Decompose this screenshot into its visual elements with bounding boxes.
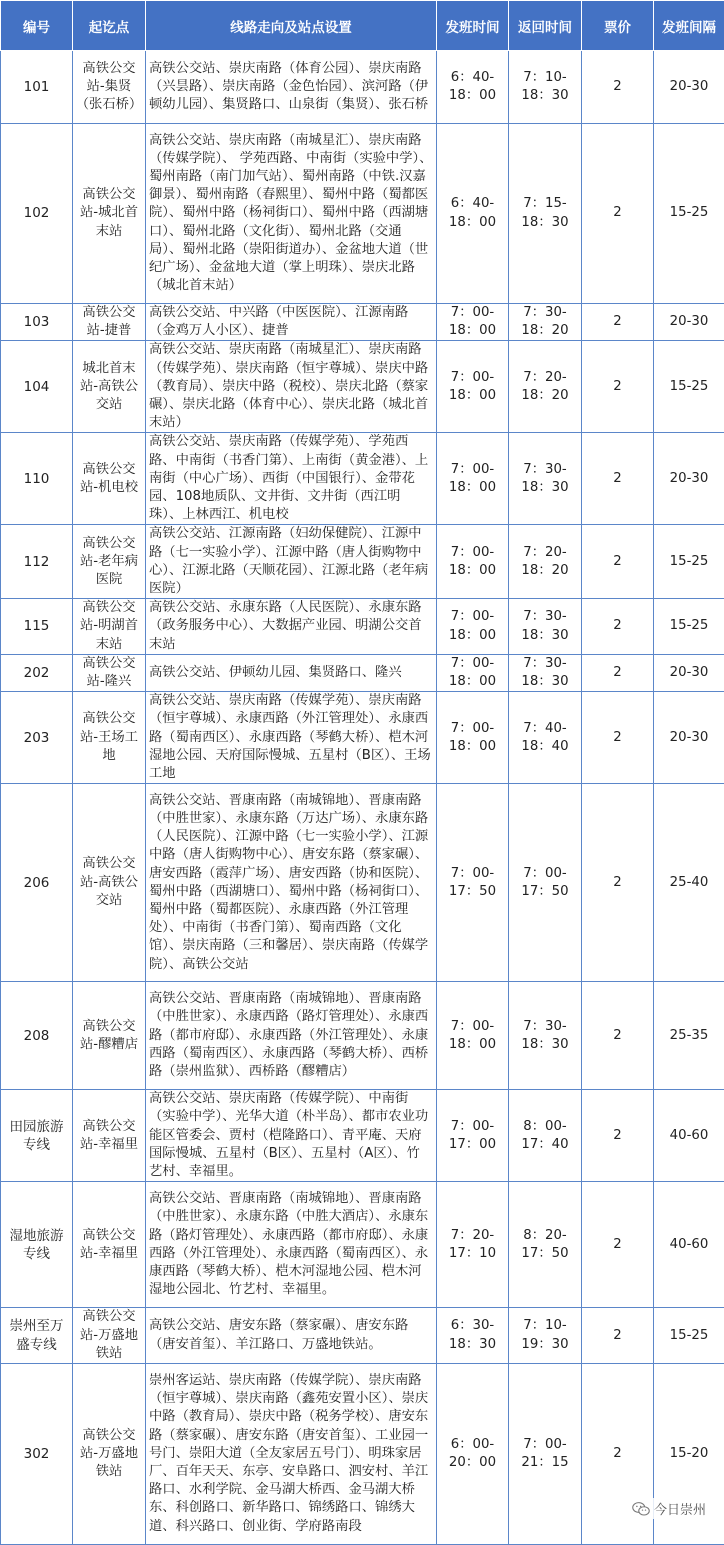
departure-time: 7：00-18：00 <box>437 304 509 341</box>
route-stops: 高铁公交站、江源南路（妇幼保健院）、江源中路（七一实验小学）、江源中路（唐人街购物中心）、江源北路（天顺花园）、江源北路（老年病医院） <box>146 525 437 599</box>
route-stops: 高铁公交站、永康东路（人民医院）、永康东路（政务服务中心）、大数据产业园、明湖公交首末站 <box>146 599 437 655</box>
table-row <box>1 784 724 982</box>
fare: 2 <box>582 982 654 1090</box>
table-row <box>1 124 724 304</box>
route-code: 104 <box>1 341 73 433</box>
departure-time: 7：00-18：00 <box>437 599 509 655</box>
route-code: 206 <box>1 784 73 982</box>
interval: 40-60 <box>654 1090 724 1182</box>
route-code: 208 <box>1 982 73 1090</box>
route-endpoints: 高铁公交站-万盛地铁站 <box>73 1308 146 1364</box>
fare: 2 <box>582 304 654 341</box>
fare: 2 <box>582 654 654 691</box>
route-stops: 高铁公交站、崇庆南路（南城星汇）、崇庆南路（传媒学院）、 学苑西路、中南街（实验中学）、蜀州南路（南门加气站）、蜀州南路（中铁.汉嘉御景）、蜀州南路（春熙里）、蜀州中路（蜀都医院）、蜀州中路（杨祠街口）、蜀州中路（西湖塘口）、蜀州北路（文化街）、蜀州北路（交通局）、蜀州北路（崇阳街道办）、金盆地大道（世纪广场）、金盆地大道（掌上明珠）、崇庆北路（城北首末站） <box>146 124 437 304</box>
route-code: 田园旅游专线 <box>1 1090 73 1182</box>
header-fare: 票价 <box>582 1 654 51</box>
interval: 15-20 <box>654 1363 724 1544</box>
departure-time: 7：00-18：00 <box>437 692 509 784</box>
fare: 2 <box>582 433 654 525</box>
watermark-text: 今日崇州 <box>654 1499 706 1518</box>
departure-time: 7：00-18：00 <box>437 525 509 599</box>
fare: 2 <box>582 1090 654 1182</box>
return-time: 7：30-18：30 <box>509 654 582 691</box>
route-code: 202 <box>1 654 73 691</box>
departure-time: 6：00-20：00 <box>437 1363 509 1544</box>
interval: 20-30 <box>654 51 724 124</box>
interval: 25-35 <box>654 982 724 1090</box>
return-time: 7：10-18：30 <box>509 51 582 124</box>
route-stops: 高铁公交站、崇庆南路（传媒学院）、中南街（实验中学）、光华大道（朴半岛）、都市农业功能区管委会、贾村（桤隆路口）、青平庵、天府国际慢城、五星村（B区）、五星村（A区）、竹艺村、幸福里。 <box>146 1090 437 1182</box>
interval: 20-30 <box>654 692 724 784</box>
return-time: 7：00-17：50 <box>509 784 582 982</box>
header-endpoints: 起讫点 <box>73 1 146 51</box>
return-time: 7：30-18：30 <box>509 599 582 655</box>
interval: 15-25 <box>654 525 724 599</box>
interval: 15-25 <box>654 599 724 655</box>
return-time: 7：10-19：30 <box>509 1308 582 1364</box>
route-code: 302 <box>1 1363 73 1544</box>
route-stops: 高铁公交站、崇庆南路（南城星汇）、崇庆南路（传媒学苑）、崇庆南路（恒宇尊城）、崇庆中路（教育局）、崇庆中路（税校）、崇庆北路（蔡家碾）、崇庆北路（体育中心）、崇庆北路（城北首末站） <box>146 341 437 433</box>
return-time: 7：30-18：20 <box>509 304 582 341</box>
return-time: 7：30-18：30 <box>509 982 582 1090</box>
route-code: 103 <box>1 304 73 341</box>
route-stops: 高铁公交站、晋康南路（南城锦地）、晋康南路（中胜世家）、永康东路（万达广场）、永康东路（人民医院）、江源中路（七一实验小学）、江源中路（唐人街购物中心）、唐安东路（蔡家碾）、唐安西路（霞萍广场）、唐安西路（协和医院）、蜀州中路（西湖塘口）、蜀州中路（杨祠街口）、蜀州中路（蜀都医院）、永康西路（外江管理处）、中南街（书香门第）、蜀南西路（文化馆）、崇庆南路（三和馨居）、崇庆南路（传媒学院）、高铁公交站 <box>146 784 437 982</box>
departure-time: 6：40-18：00 <box>437 124 509 304</box>
fare: 2 <box>582 341 654 433</box>
return-time: 7：40-18：40 <box>509 692 582 784</box>
route-endpoints: 高铁公交站-老年病医院 <box>73 525 146 599</box>
departure-time: 7：00-18：00 <box>437 982 509 1090</box>
route-endpoints: 高铁公交站-明湖首末站 <box>73 599 146 655</box>
interval: 20-30 <box>654 304 724 341</box>
route-stops: 高铁公交站、晋康南路（南城锦地）、晋康南路（中胜世家）、永康西路（路灯管理处）、永康西路（都市府邸）、永康西路（外江管理处）、永康西路（蜀南西区）、永康西路（琴鹤大桥）、西桥路（崇州监狱）、西桥路（醪糟店） <box>146 982 437 1090</box>
departure-time: 7：20-17：10 <box>437 1182 509 1308</box>
table-row <box>1 525 724 599</box>
fare: 2 <box>582 599 654 655</box>
route-stops: 高铁公交站、崇庆南路（传媒学苑）、崇庆南路（恒宇尊城）、永康西路（外江管理处）、永康西路（蜀南西区）、永康西路（琴鹤大桥）、桤木河湿地公园、天府国际慢城、五星村（B区）、王场工地 <box>146 692 437 784</box>
route-stops: 高铁公交站、中兴路（中医医院）、江源南路（金鸡万人小区）、捷普 <box>146 304 437 341</box>
route-endpoints: 高铁公交站-幸福里 <box>73 1182 146 1308</box>
route-code: 101 <box>1 51 73 124</box>
table-row <box>1 341 724 433</box>
route-stops: 高铁公交站、唐安东路（蔡家碾）、唐安东路（唐安首玺）、羊江路口、万盛地铁站。 <box>146 1308 437 1364</box>
return-time: 7：20-18：20 <box>509 525 582 599</box>
route-stops: 高铁公交站、伊顿幼儿园、集贤路口、隆兴 <box>146 654 437 691</box>
route-endpoints: 高铁公交站-万盛地铁站 <box>73 1363 146 1544</box>
route-endpoints: 高铁公交站-捷普 <box>73 304 146 341</box>
return-time: 7：30-18：30 <box>509 433 582 525</box>
route-code: 湿地旅游专线 <box>1 1182 73 1308</box>
interval: 20-30 <box>654 433 724 525</box>
route-code: 112 <box>1 525 73 599</box>
header-route: 线路走向及站点设置 <box>146 1 437 51</box>
departure-time: 6：30-18：30 <box>437 1308 509 1364</box>
return-time: 7：20-18：20 <box>509 341 582 433</box>
interval: 15-25 <box>654 124 724 304</box>
route-endpoints: 高铁公交站-机电校 <box>73 433 146 525</box>
interval: 15-25 <box>654 341 724 433</box>
table-row <box>1 599 724 655</box>
header-code: 编号 <box>1 1 73 51</box>
route-stops: 崇州客运站、崇庆南路（传媒学院）、崇庆南路（恒宇尊城）、崇庆南路（鑫苑安置小区）、崇庆中路（教育局）、崇庆中路（税务学校）、唐安东路（蔡家碾）、唐安东路（唐安首玺）、工业园一号门、崇阳大道（全友家居五号门）、明珠家居厂、百年天天、东亭、安阜路口、泗安村、羊江路口、水利学院、金马湖大桥西、金马湖大桥东、科创路口、新华路口、锦绣路口、锦绣大道、科兴路口、创业街、学府路南段 <box>146 1363 437 1544</box>
table-row <box>1 1308 724 1364</box>
wechat-icon <box>632 1501 650 1517</box>
route-code: 203 <box>1 692 73 784</box>
route-endpoints: 高铁公交站-幸福里 <box>73 1090 146 1182</box>
route-endpoints: 高铁公交站-隆兴 <box>73 654 146 691</box>
return-time: 7：15-18：30 <box>509 124 582 304</box>
departure-time: 6：40-18：00 <box>437 51 509 124</box>
interval: 25-40 <box>654 784 724 982</box>
route-stops: 高铁公交站、崇庆南路（体育公园）、崇庆南路（兴昙路）、崇庆南路（金色怡园）、滨河路（伊顿幼儿园）、集贤路口、山泉街（集贤）、张石桥 <box>146 51 437 124</box>
table-row <box>1 1090 724 1182</box>
fare: 2 <box>582 124 654 304</box>
header-interval: 发班间隔 <box>654 1 724 51</box>
interval: 15-25 <box>654 1308 724 1364</box>
departure-time: 7：00-17：00 <box>437 1090 509 1182</box>
table-row <box>1 433 724 525</box>
fare: 2 <box>582 692 654 784</box>
route-stops: 高铁公交站、晋康南路（南城锦地）、晋康南路（中胜世家）、永康东路（中胜大酒店）、永康东路（路灯管理处）、永康西路（都市府邸）、永康西路（外江管理处）、永康西路（蜀南西区）、永康西路（琴鹤大桥）、桤木河湿地公园、桤木河湿地公园北、竹艺村、幸福里。 <box>146 1182 437 1308</box>
route-code: 102 <box>1 124 73 304</box>
table-row <box>1 51 724 124</box>
return-time: 8：20-17：50 <box>509 1182 582 1308</box>
fare: 2 <box>582 525 654 599</box>
table-header-row <box>1 1 724 51</box>
departure-time: 7：00-18：00 <box>437 341 509 433</box>
return-time: 7：00-21：15 <box>509 1363 582 1544</box>
route-stops: 高铁公交站、崇庆南路（传媒学苑）、学苑西路、中南街（书香门第）、上南街（黄金港）、上南街（中心广场）、西街（中国银行）、金带花园、108地质队、文井街、文井街（西江明珠）、上林西江、机电校 <box>146 433 437 525</box>
route-endpoints: 城北首末站-高铁公交站 <box>73 341 146 433</box>
header-return: 返回时间 <box>509 1 582 51</box>
table-row <box>1 304 724 341</box>
route-endpoints: 高铁公交站-集贤（张石桥） <box>73 51 146 124</box>
return-time: 8：00-17：40 <box>509 1090 582 1182</box>
route-code: 115 <box>1 599 73 655</box>
fare: 2 <box>582 1308 654 1364</box>
departure-time: 7：00-18：00 <box>437 654 509 691</box>
table-row <box>1 654 724 691</box>
table-row <box>1 1182 724 1308</box>
route-endpoints: 高铁公交站-城北首末站 <box>73 124 146 304</box>
interval: 20-30 <box>654 654 724 691</box>
fare: 2 <box>582 784 654 982</box>
route-endpoints: 高铁公交站-王场工地 <box>73 692 146 784</box>
route-endpoints: 高铁公交站-高铁公交站 <box>73 784 146 982</box>
fare: 2 <box>582 1363 654 1544</box>
route-code: 110 <box>1 433 73 525</box>
route-code: 崇州至万盛专线 <box>1 1308 73 1364</box>
route-endpoints: 高铁公交站-醪糟店 <box>73 982 146 1090</box>
table-row <box>1 692 724 784</box>
interval: 40-60 <box>654 1182 724 1308</box>
departure-time: 7：00-18：00 <box>437 433 509 525</box>
header-departure: 发班时间 <box>437 1 509 51</box>
fare: 2 <box>582 51 654 124</box>
watermark <box>628 1498 710 1519</box>
fare: 2 <box>582 1182 654 1308</box>
departure-time: 7：00-17：50 <box>437 784 509 982</box>
table-row <box>1 982 724 1090</box>
table-row <box>1 1363 724 1544</box>
